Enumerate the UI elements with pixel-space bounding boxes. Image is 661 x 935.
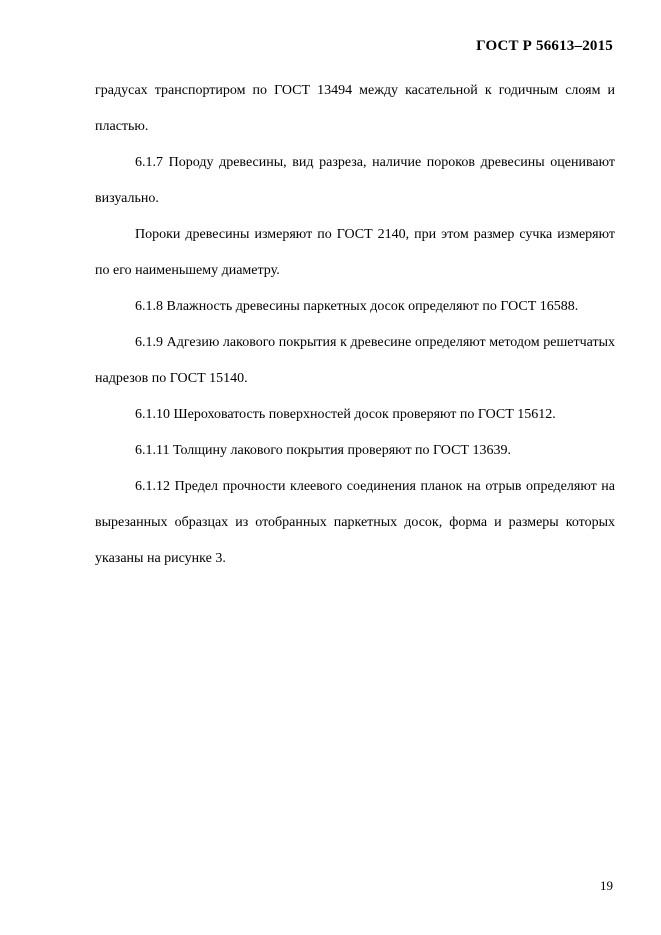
paragraph-6-1-12: 6.1.12 Предел прочности клеевого соединения планок на отрыв определяют на вырезанных образцах из отобранных паркетных досок, форма и размеры которых указаны на рисунке 3. [95, 479, 615, 566]
paragraph-6-1-9: 6.1.9 Адгезию лакового покрытия к древесине определяют методом решетчатых надрезов по ГОСТ 15140. [95, 335, 615, 386]
page-number: 19 [600, 878, 613, 893]
paragraph-6-1-10: 6.1.10 Шероховатость поверхностей досок проверяют по ГОСТ 15612. [135, 407, 556, 422]
document-body [95, 73, 615, 577]
paragraph-6-1-8: 6.1.8 Влажность древесины паркетных досок определяют по ГОСТ 16588. [135, 299, 579, 314]
document-header: ГОСТ Р 56613–2015 [476, 38, 613, 54]
paragraph-defects: Пороки древесины измеряют по ГОСТ 2140, при этом размер сучка измеряют по его наименьшему диаметру. [95, 227, 615, 278]
paragraph-6-1-7: 6.1.7 Породу древесины, вид разреза, наличие пороков древесины оценивают визуально. [95, 155, 615, 206]
paragraph-continuation: градусах транспортиром по ГОСТ 13494 между касательной к годичным слоям и пластью. [95, 83, 615, 134]
paragraph-6-1-11: 6.1.11 Толщину лакового покрытия проверяют по ГОСТ 13639. [135, 443, 511, 458]
